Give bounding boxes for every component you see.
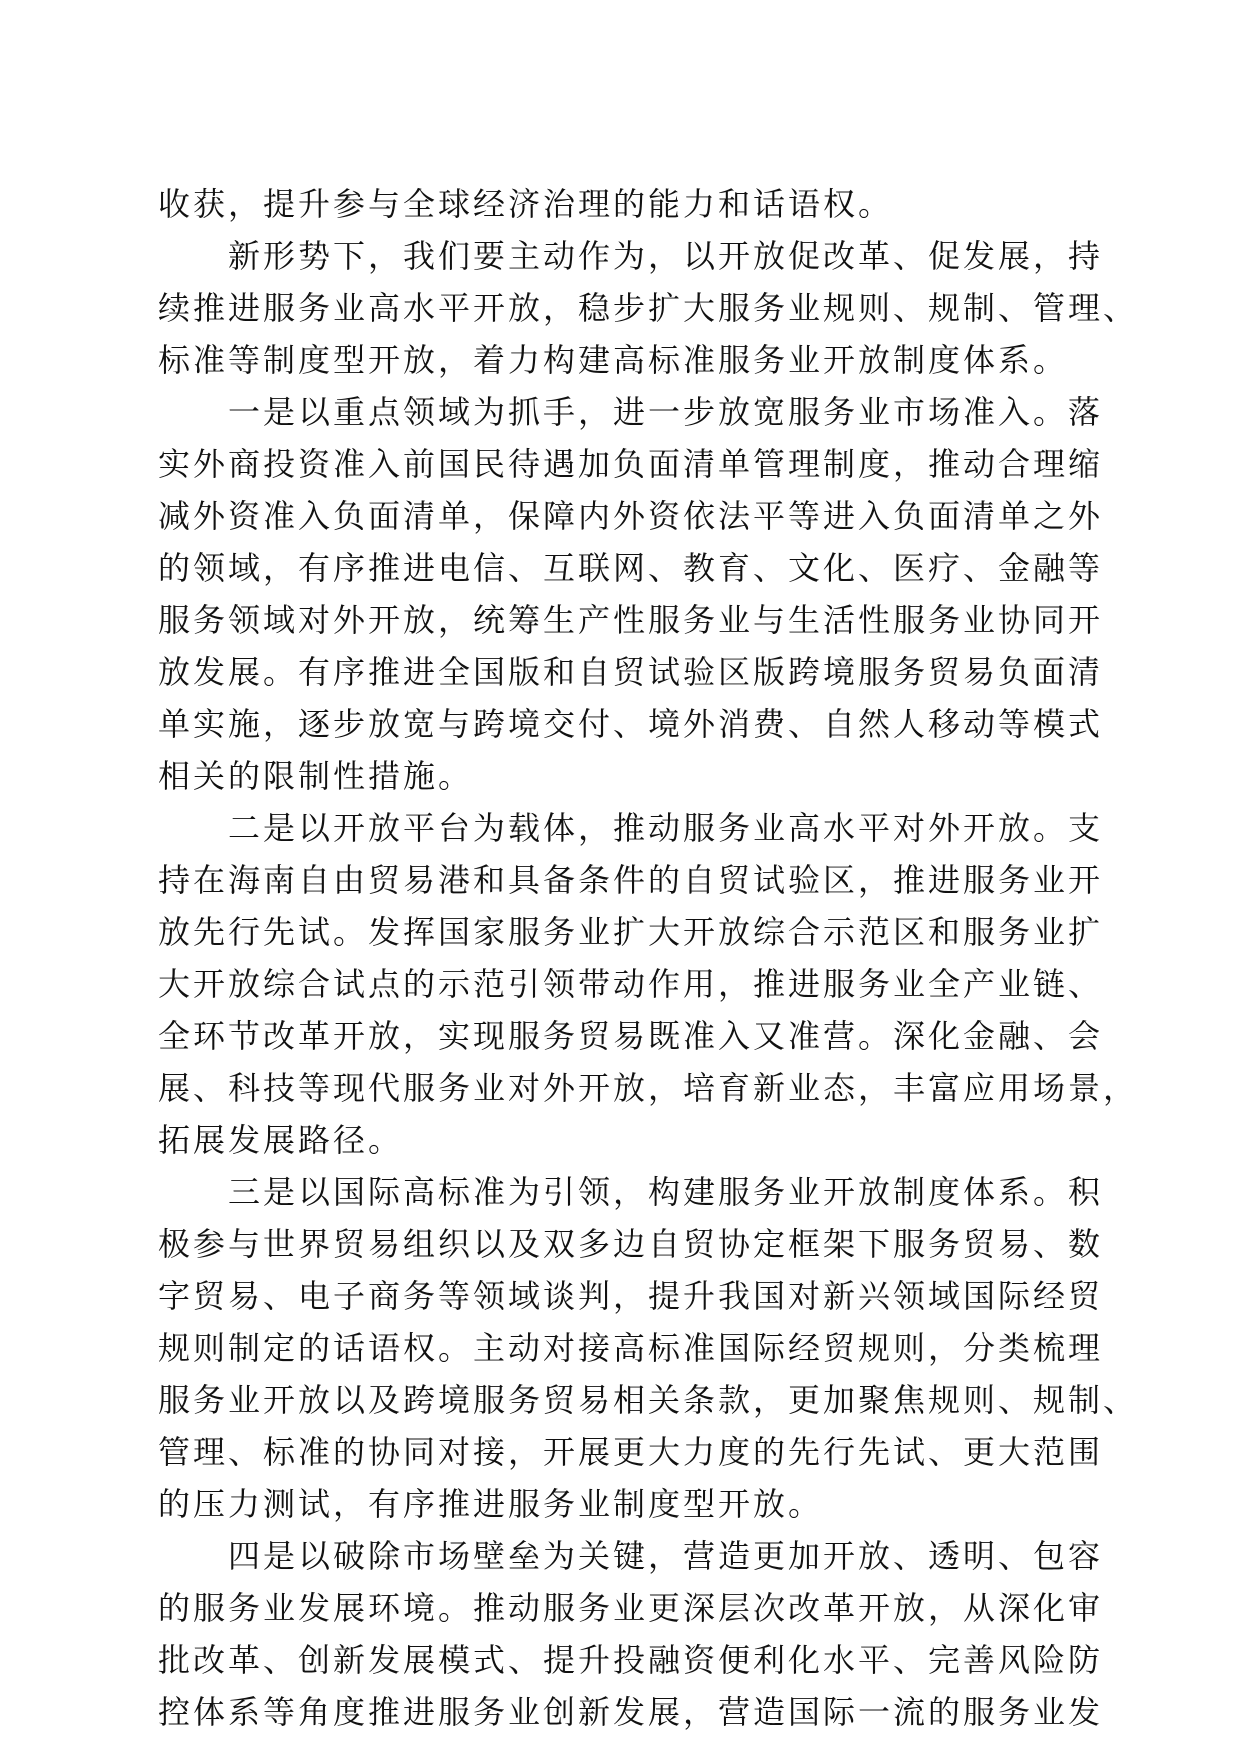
text-line: 的压力测试，有序推进服务业制度型开放。 [158,1485,824,1523]
text-line: 服务领域对外开放，统筹生产性服务业与生活性服务业协同开 [158,601,1104,639]
text-line: 控体系等角度推进服务业创新发展，营造国际一流的服务业发 [158,1693,1104,1731]
text-line: 标准等制度型开放，着力构建高标准服务业开放制度体系。 [158,341,1069,379]
text-line: 管理、标准的协同对接，开展更大力度的先行先试、更大范围 [158,1433,1104,1471]
text-line: 展、科技等现代服务业对外开放，培育新业态，丰富应用场景， [158,1069,1139,1107]
text-line: 全环节改革开放，实现服务贸易既准入又准营。深化金融、会 [158,1017,1104,1055]
document-body [158,178,1139,1738]
text-line: 规则制定的话语权。主动对接高标准国际经贸规则，分类梳理 [158,1329,1104,1367]
text-line: 的服务业发展环境。推动服务业更深层次改革开放，从深化审 [158,1589,1104,1627]
text-line: 四是以破除市场壁垒为关键，营造更加开放、透明、包容 [228,1537,1104,1575]
text-line: 新形势下，我们要主动作为，以开放促改革、促发展，持 [228,237,1104,275]
paragraph [158,802,1139,1166]
paragraph [158,1530,1104,1738]
text-line: 单实施，逐步放宽与跨境交付、境外消费、自然人移动等模式 [158,705,1104,743]
paragraph [158,386,1104,802]
text-line: 放先行先试。发挥国家服务业扩大开放综合示范区和服务业扩 [158,913,1104,951]
text-line: 实外商投资准入前国民待遇加负面清单管理制度，推动合理缩 [158,445,1104,483]
text-line: 三是以国际高标准为引领，构建服务业开放制度体系。积 [228,1173,1104,1211]
text-line: 的领域，有序推进电信、互联网、教育、文化、医疗、金融等 [158,549,1104,587]
text-line: 放发展。有序推进全国版和自贸试验区版跨境服务贸易负面清 [158,653,1104,691]
text-line: 收获，提升参与全球经济治理的能力和话语权。 [158,185,894,223]
text-line: 减外资准入负面清单，保障内外资依法平等进入负面清单之外 [158,497,1104,535]
text-line: 二是以开放平台为载体，推动服务业高水平对外开放。支 [228,809,1104,847]
text-line: 拓展发展路径。 [158,1121,404,1159]
text-line: 极参与世界贸易组织以及双多边自贸协定框架下服务贸易、数 [158,1225,1104,1263]
text-line: 大开放综合试点的示范引领带动作用，推进服务业全产业链、 [158,965,1104,1003]
text-line: 服务业开放以及跨境服务贸易相关条款，更加聚焦规则、规制、 [158,1381,1139,1419]
text-line: 持在海南自由贸易港和具备条件的自贸试验区，推进服务业开 [158,861,1104,899]
paragraph [158,230,1139,386]
text-line: 续推进服务业高水平开放，稳步扩大服务业规则、规制、管理、 [158,289,1139,327]
text-line: 相关的限制性措施。 [158,757,474,795]
text-line: 字贸易、电子商务等领域谈判，提升我国对新兴领域国际经贸 [158,1277,1104,1315]
text-line: 一是以重点领域为抓手，进一步放宽服务业市场准入。落 [228,393,1104,431]
paragraph [158,1166,1139,1530]
text-line: 批改革、创新发展模式、提升投融资便利化水平、完善风险防 [158,1641,1104,1679]
paragraph [158,178,1090,230]
